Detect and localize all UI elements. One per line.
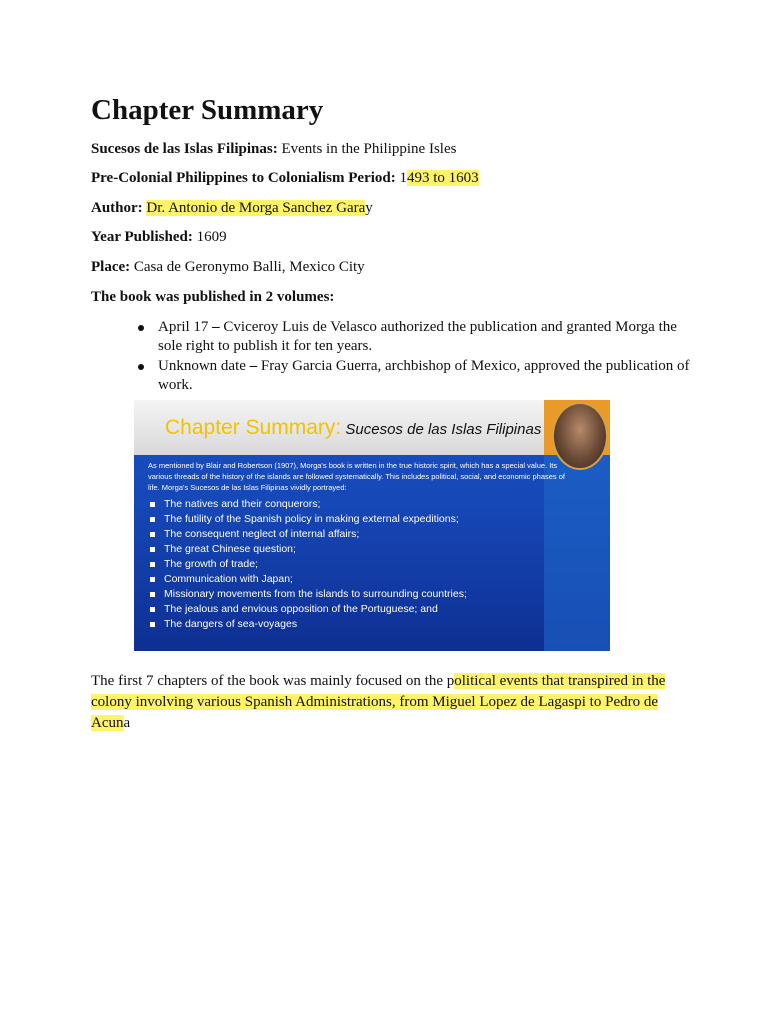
- bullet-icon: [138, 364, 144, 370]
- volume-dash: –: [208, 319, 224, 335]
- volumes-list: [136, 318, 696, 396]
- paragraph-highlight: olitical events that transpired in the colony involving various Spanish Administrations, from Miguel Lopez de Lagaspi to Pedro de Acun: [91, 673, 666, 731]
- square-bullet-icon: [150, 622, 155, 627]
- slide-item-text: Missionary movements from the islands to surrounding countries;: [164, 588, 467, 600]
- square-bullet-icon: [150, 592, 155, 597]
- square-bullet-icon: [150, 577, 155, 582]
- list-item: [136, 357, 696, 395]
- slide-list-item: [148, 542, 467, 557]
- sucesos-label: Sucesos de las Islas Filipinas:: [91, 141, 278, 157]
- period-line: [91, 168, 479, 188]
- sucesos-line: [91, 139, 456, 159]
- year-label: Year Published:: [91, 229, 193, 245]
- slide-item-text: The dangers of sea-voyages: [164, 618, 298, 630]
- slide-intro: As mentioned by Blair and Robertson (1907), Morga's book is written in the true historic spirit, which has a special value. Its various threads of the history of the islands are followed systematically. This includes political, social, and economic phases of life. Morga's Sucesos de las Islas Filipinas vividly portrayed:: [148, 461, 566, 492]
- volumes-heading: The book was published in 2 volumes:: [91, 289, 335, 305]
- slide-list-item: [148, 587, 467, 602]
- square-bullet-icon: [150, 562, 155, 567]
- square-bullet-icon: [150, 547, 155, 552]
- slide-list-item: [148, 572, 467, 587]
- paragraph-end: a: [123, 715, 131, 731]
- slide-title: [165, 416, 541, 440]
- slide-list-item: [148, 557, 467, 572]
- slide-item-text: The great Chinese question;: [164, 543, 296, 555]
- summary-paragraph: [91, 671, 681, 734]
- volume-date: April 17: [158, 319, 209, 335]
- slide-list-item: [148, 512, 467, 527]
- period-value-highlight: 493 to 1603: [406, 170, 479, 186]
- paragraph-start: The first 7 chapters of the book was mainly focused on the p: [91, 673, 455, 689]
- slide-item-text: The growth of trade;: [164, 558, 258, 570]
- slide-list-item: [148, 602, 467, 617]
- slide-title-main: Chapter Summary:: [165, 416, 342, 439]
- year-value: 1609: [196, 229, 227, 245]
- period-label: Pre-Colonial Philippines to Colonialism Period:: [91, 170, 396, 186]
- slide-item-text: The consequent neglect of internal affairs;: [164, 528, 360, 540]
- volume-text: Cviceroy Luis de Velasco authorized the publication and granted Morga the sole right to publish it for ten years.: [158, 319, 677, 354]
- slide-list-item: [148, 527, 467, 542]
- volume-dash: –: [245, 358, 261, 374]
- square-bullet-icon: [150, 607, 155, 612]
- square-bullet-icon: [150, 532, 155, 537]
- author-value-highlight: Dr. Antonio de Morga Sanchez Gara: [146, 200, 366, 216]
- bullet-icon: [138, 325, 144, 331]
- author-value-end: y: [365, 200, 373, 216]
- slide-item-text: The futility of the Spanish policy in making external expeditions;: [164, 513, 459, 525]
- slide-list-item: [148, 497, 467, 512]
- author-label: Author:: [91, 200, 143, 216]
- square-bullet-icon: [150, 502, 155, 507]
- slide-list: [148, 497, 467, 632]
- list-item: [136, 318, 696, 356]
- slide-list-item: [148, 617, 467, 632]
- slide-item-text: The jealous and envious opposition of the Portuguese; and: [164, 603, 438, 615]
- square-bullet-icon: [150, 517, 155, 522]
- volume-date: Unknown date: [158, 358, 246, 374]
- place-value: Casa de Geronymo Balli, Mexico City: [133, 259, 365, 275]
- slide-title-sub: Sucesos de las Islas Filipinas: [341, 421, 542, 438]
- place-line: [91, 257, 365, 277]
- slide-item-text: The natives and their conquerors;: [164, 498, 321, 510]
- sucesos-value: Events in the Philippine Isles: [281, 141, 457, 157]
- slide-image: [134, 400, 610, 651]
- place-label: Place:: [91, 259, 131, 275]
- page-title: Chapter Summary: [91, 94, 324, 126]
- volume-text: Fray Garcia Guerra, archbishop of Mexico, approved the publication of work.: [158, 358, 690, 393]
- period-value-start: 1: [399, 170, 407, 186]
- slide-item-text: Communication with Japan;: [164, 573, 293, 585]
- year-line: [91, 227, 227, 247]
- author-line: [91, 198, 373, 218]
